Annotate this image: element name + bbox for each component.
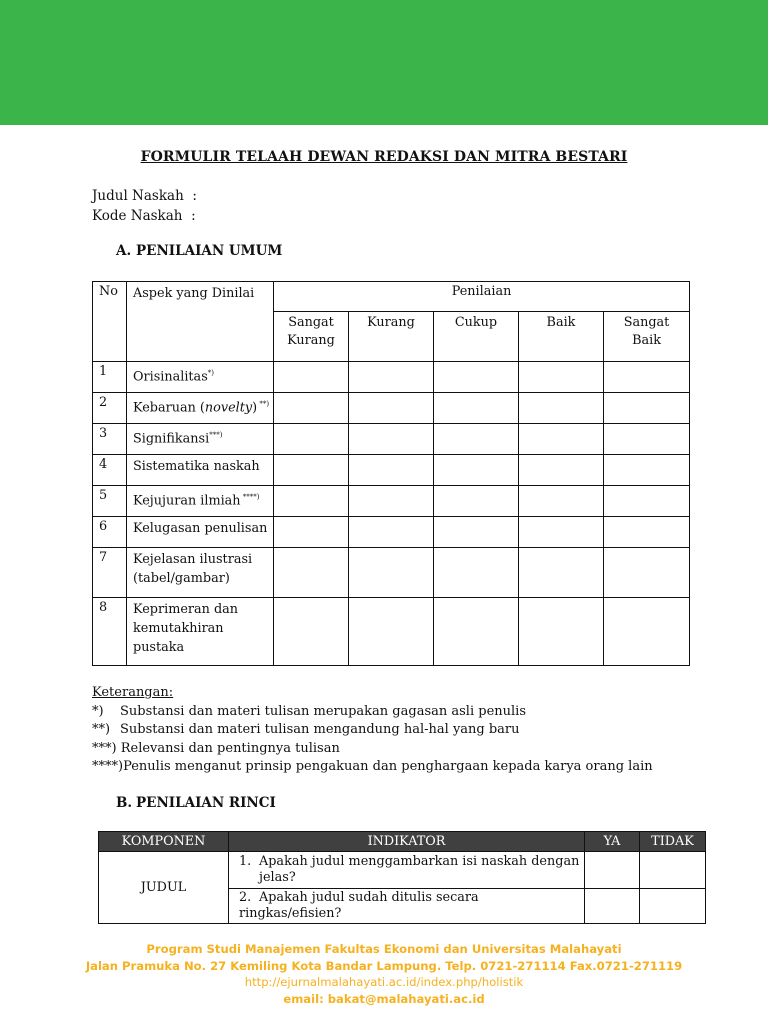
rating-cell[interactable] — [434, 393, 519, 424]
rating-cell[interactable] — [604, 598, 690, 666]
header-komponen: KOMPONEN — [99, 832, 229, 852]
ya-cell[interactable] — [585, 852, 640, 889]
rating-cell[interactable] — [604, 548, 690, 598]
rating-cell[interactable] — [434, 598, 519, 666]
rating-cell[interactable] — [604, 517, 690, 548]
table-row: 2 Kebaruan (novelty) **) — [93, 393, 690, 424]
judul-naskah-label: Judul Naskah : — [92, 188, 197, 204]
table-row: 5 Kejujuran ilmiah ****) — [93, 486, 690, 517]
table-row: 1 Orisinalitas*) — [93, 362, 690, 393]
rating-sangat-kurang: Sangat Kurang — [274, 312, 349, 362]
rating-cell[interactable] — [604, 455, 690, 486]
form-title: FORMULIR TELAAH DEWAN REDAKSI DAN MITRA BESTARI — [140, 149, 628, 165]
table-row: 2. Apakah judul sudah ditulis secara ringkas/efisien? — [99, 889, 706, 924]
footer — [0, 941, 768, 1007]
tidak-cell[interactable] — [640, 889, 706, 924]
rating-cell[interactable] — [604, 362, 690, 393]
footer-institution: Program Studi Manajemen Fakultas Ekonomi dan Universitas Malahayati — [146, 942, 622, 956]
rating-cell[interactable] — [519, 598, 604, 666]
rating-cell[interactable] — [274, 455, 349, 486]
rating-cell[interactable] — [519, 424, 604, 455]
rating-cell[interactable] — [519, 455, 604, 486]
rating-cell[interactable] — [349, 486, 434, 517]
rating-baik: Baik — [519, 312, 604, 362]
footer-url[interactable]: http://ejurnalmalahayati.ac.id/index.php/holistik — [244, 975, 524, 989]
header-tidak: TIDAK — [640, 832, 706, 852]
note-item: *) Substansi dan materi tulisan merupakan gagasan asli penulis — [92, 703, 526, 719]
section-b-heading: B. PENILAIAN RINCI — [116, 795, 276, 811]
ya-cell[interactable] — [585, 889, 640, 924]
note-item: ****)Penulis menganut prinsip pengakuan dan penghargaan kepada karya orang lain — [92, 759, 653, 774]
rating-cell[interactable] — [519, 517, 604, 548]
table-row: JUDUL 1. Apakah judul menggambarkan isi naskah dengan jelas? — [99, 852, 706, 889]
rating-cell[interactable] — [434, 486, 519, 517]
general-assessment-table — [92, 281, 690, 666]
rating-cell[interactable] — [519, 362, 604, 393]
rating-cell[interactable] — [434, 455, 519, 486]
rating-cell[interactable] — [604, 424, 690, 455]
rating-cell[interactable] — [274, 393, 349, 424]
keterangan-title: Keterangan: — [92, 685, 174, 700]
rating-cell[interactable] — [349, 424, 434, 455]
rating-cell[interactable] — [434, 517, 519, 548]
kode-naskah-label: Kode Naskah : — [92, 208, 196, 224]
table-row: 6 Kelugasan penulisan — [93, 517, 690, 548]
note-item: ***) Relevansi dan pentingnya tulisan — [92, 740, 340, 756]
rating-cell[interactable] — [349, 548, 434, 598]
table-row: 7 Kejelasan ilustrasi (tabel/gambar) — [93, 548, 690, 598]
header-ya: YA — [585, 832, 640, 852]
rating-kurang: Kurang — [349, 312, 434, 362]
rating-cell[interactable] — [519, 486, 604, 517]
rating-cell[interactable] — [604, 486, 690, 517]
rating-cell[interactable] — [274, 486, 349, 517]
rating-cell[interactable] — [434, 424, 519, 455]
rating-cell[interactable] — [274, 362, 349, 393]
header-aspek: Aspek yang Dinilai — [127, 282, 274, 362]
footer-email[interactable]: email: bakat@malahayati.ac.id — [283, 991, 485, 1006]
section-a-heading: A. PENILAIAN UMUM — [116, 243, 283, 259]
rating-cell[interactable] — [349, 517, 434, 548]
header-indikator: INDIKATOR — [229, 832, 585, 852]
rating-cukup: Cukup — [434, 312, 519, 362]
table-row: 4 Sistematika naskah — [93, 455, 690, 486]
rating-cell[interactable] — [274, 424, 349, 455]
rating-cell[interactable] — [349, 455, 434, 486]
manuscript-meta — [92, 186, 197, 226]
rating-cell[interactable] — [434, 362, 519, 393]
keterangan-notes — [92, 684, 653, 777]
rating-sangat-baik: Sangat Baik — [604, 312, 690, 362]
footer-address: Jalan Pramuka No. 27 Kemiling Kota Bandar Lampung. Telp. 0721-271114 Fax.0721-271119 — [85, 958, 683, 973]
table-row: 8 Keprimeran dan kemutakhiran pustaka — [93, 598, 690, 666]
komponen-judul: JUDUL — [99, 852, 229, 924]
header-band — [0, 0, 768, 125]
tidak-cell[interactable] — [640, 852, 706, 889]
rating-cell[interactable] — [519, 548, 604, 598]
rating-cell[interactable] — [274, 598, 349, 666]
rating-cell[interactable] — [519, 393, 604, 424]
rating-cell[interactable] — [604, 393, 690, 424]
rating-cell[interactable] — [274, 517, 349, 548]
rating-cell[interactable] — [349, 393, 434, 424]
header-no: No — [93, 282, 127, 362]
table-row: 3 Signifikansi***) — [93, 424, 690, 455]
rating-cell[interactable] — [274, 548, 349, 598]
rating-cell[interactable] — [434, 548, 519, 598]
rating-cell[interactable] — [349, 598, 434, 666]
note-item: **) Substansi dan materi tulisan mengandung hal-hal yang baru — [92, 722, 520, 737]
header-penilaian: Penilaian — [274, 282, 690, 312]
rating-cell[interactable] — [349, 362, 434, 393]
detailed-assessment-table — [98, 831, 706, 924]
